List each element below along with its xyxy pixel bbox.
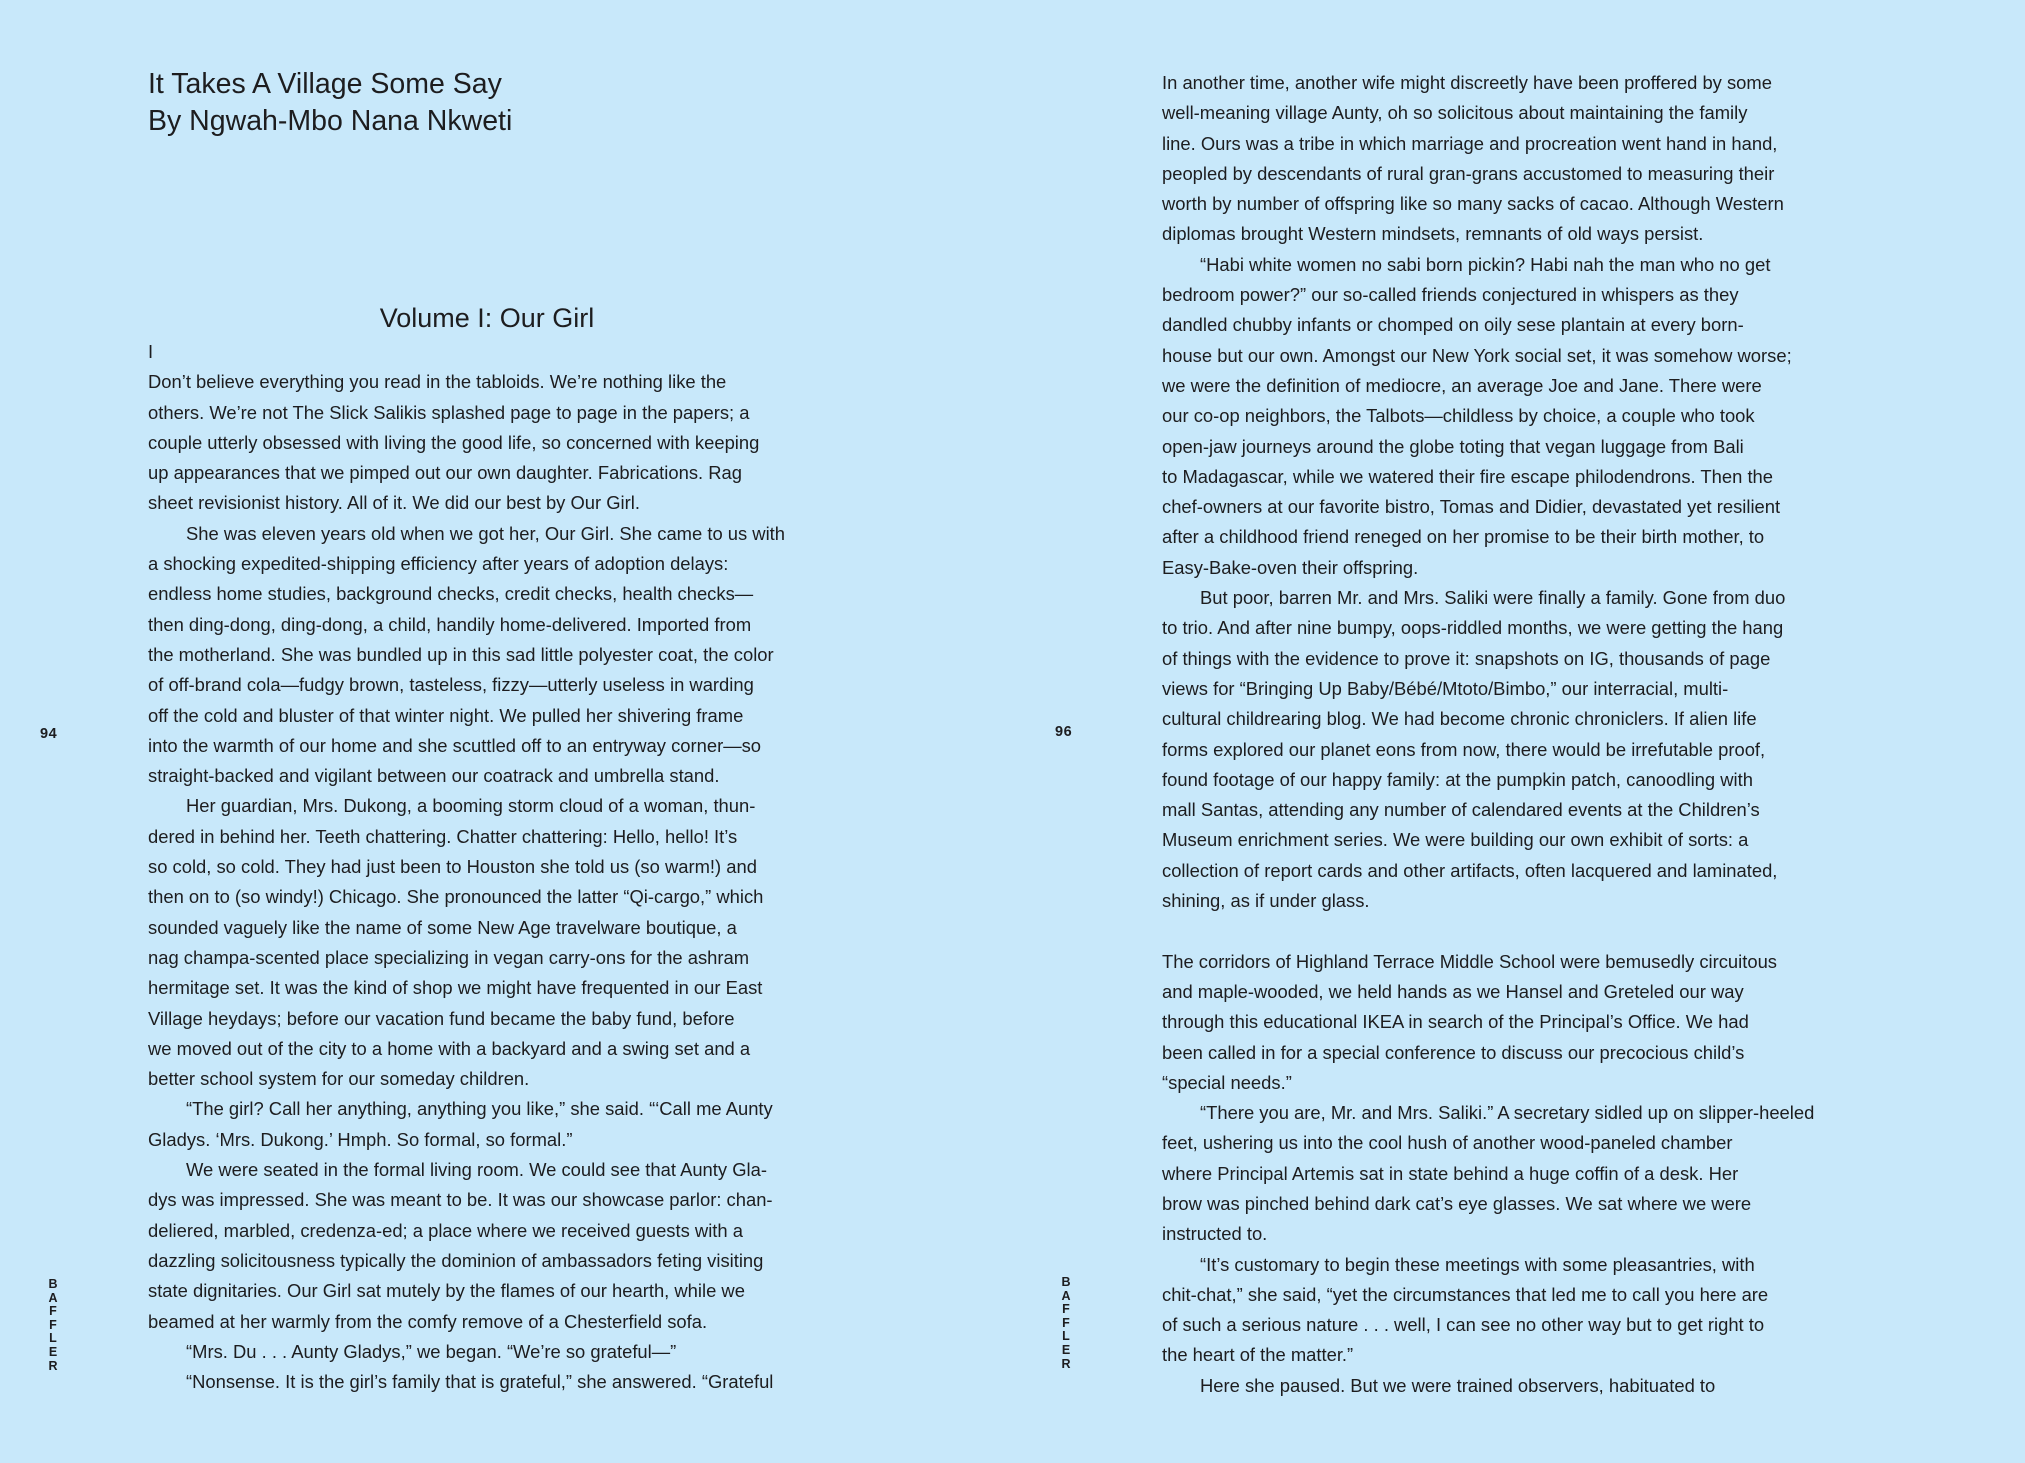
text-line: worth by number of offspring like so many sacks of cacao. Although Western [1162,193,1784,215]
magazine-name: B A F F L E R [1061,1275,1071,1371]
text-line: through this educational IKEA in search of the Principal’s Office. We had [1162,1011,1749,1033]
text-line: Museum enrichment series. We were building our own exhibit of sorts: a [1162,829,1749,851]
right-page [1013,0,2025,1463]
section-break [1162,916,1862,946]
text-line: been called in for a special conference to discuss our precocious child’s [1162,1041,1745,1063]
text-line: we moved out of the city to a home with a backyard and a swing set and a [148,1037,751,1059]
text-line: then on to (so windy!) Chicago. She pronounced the latter “Qi-cargo,” which [148,886,764,908]
text-line: nag champa-scented place specializing in vegan carry-ons for the ashram [148,946,750,968]
text-line: dazzling solicitousness typically the dominion of ambassadors feting visiting [148,1249,764,1271]
text-line: peopled by descendants of rural gran-grans accustomed to measuring their [1162,162,1775,184]
text-line: “Nonsense. It is the girl’s family that is grateful,” she answered. “Grateful [186,1371,774,1393]
text-line: we were the definition of mediocre, an average Joe and Jane. There were [1162,374,1762,396]
left-text-column [148,337,848,1397]
text-line: views for “Bringing Up Baby/Bébé/Mtoto/Bimbo,” our interracial, multi- [1162,677,1729,699]
text-line: and maple-wooded, we held hands as we Hansel and Greteled our way [1162,980,1744,1002]
text-line: sounded vaguely like the name of some New Age travelware boutique, a [148,916,737,938]
text-line: off the cold and bluster of that winter night. We pulled her shivering frame [148,704,744,726]
text-line: open-jaw journeys around the globe toting that vegan luggage from Bali [1162,435,1744,457]
text-line: dys was impressed. She was meant to be. It was our showcase parlor: chan- [148,1189,773,1211]
text-line: to Madagascar, while we watered their fire escape philodendrons. Then the [1162,465,1774,487]
text-line: line. Ours was a tribe in which marriage and procreation went hand in hand, [1162,132,1778,154]
text-line: to trio. And after nine bumpy, oops-riddled months, we were getting the hang [1162,617,1784,639]
text-line: couple utterly obsessed with living the good life, so concerned with keeping [148,431,760,453]
text-line: straight-backed and vigilant between our coatrack and umbrella stand. [148,765,720,787]
title-line: It Takes A Village Some Say [148,68,502,100]
text-line: mall Santas, attending any number of calendared events at the Children’s [1162,799,1760,821]
text-line: deliered, marbled, credenza-ed; a place where we received guests with a [148,1219,743,1241]
text-line: the motherland. She was bundled up in this sad little polyester coat, the color [148,643,774,665]
text-line: of such a serious nature . . . well, I can see no other way but to get right to [1162,1314,1765,1336]
text-line: endless home studies, background checks, credit checks, health checks— [148,583,754,605]
text-line: In another time, another wife might discreetly have been proffered by some [1162,72,1772,93]
text-line: better school system for our someday children. [148,1068,530,1090]
text-line: dered in behind her. Teeth chattering. Chatter chattering: Hello, hello! It’s [148,825,738,847]
text-line: “Habi white women no sabi born pickin? Habi nah the man who no get [1200,253,1771,275]
text-line: dandled chubby infants or chomped on oily sese plantain at every born- [1162,314,1744,336]
text-line: The corridors of Highland Terrace Middle School were bemusedly circuitous [1162,950,1778,972]
text-line: after a childhood friend reneged on her promise to be their birth mother, to [1162,526,1765,548]
text-line: a shocking expedited-shipping efficiency after years of adoption delays: [148,553,729,575]
text-line: She was eleven years old when we got her, Our Girl. She came to us with [186,522,786,544]
text-line: “Mrs. Du . . . Aunty Gladys,” we began. “We’re so grateful—” [186,1340,677,1362]
text-line: We were seated in the formal living room. We could see that Aunty Gla- [186,1159,767,1181]
left-page [0,0,1012,1463]
text-line: diplomas brought Western mindsets, remnants of old ways persist. [1162,223,1704,245]
right-text-column [1162,68,1862,1401]
text-line: found footage of our happy family: at the pumpkin patch, canoodling with [1162,768,1753,790]
text-line: into the warmth of our home and she scuttled off to an entryway corner—so [148,734,762,756]
text-line: shining, as if under glass. [1162,890,1370,912]
text-line: others. We’re not The Slick Salikis splashed page to page in the papers; a [148,401,750,423]
text-line: Her guardian, Mrs. Dukong, a booming storm cloud of a woman, thun- [186,795,756,817]
text-line: bedroom power?” our so-called friends conjectured in whispers as they [1162,284,1739,306]
text-line: “special needs.” [1162,1071,1292,1093]
text-line: cultural childrearing blog. We had become chronic chroniclers. If alien life [1162,708,1757,730]
page-number: 96 [1055,724,1073,740]
text-line: our co-op neighbors, the Talbots—childless by choice, a couple who took [1162,405,1755,427]
text-line: up appearances that we pimped out our own daughter. Fabrications. Rag [148,462,742,484]
text-line: collection of report cards and other artifacts, often lacquered and laminated, [1162,859,1778,881]
text-line: Don’t believe everything you read in the tabloids. We’re nothing like the [148,371,727,393]
text-line: so cold, so cold. They had just been to Houston she told us (so warm!) and [148,856,757,878]
text-line: I [148,341,154,362]
volume-heading: Volume I: Our Girl [379,303,595,333]
magazine-name: B A F F L E R [48,1277,58,1373]
text-line: well-meaning village Aunty, oh so solicitous about maintaining the family [1162,102,1748,124]
text-line: Easy-Bake-oven their offspring. [1162,556,1419,578]
text-line: brow was pinched behind dark cat’s eye glasses. We sat where we were [1162,1192,1752,1214]
text-line: Gladys. ‘Mrs. Dukong.’ Hmph. So formal, so formal.” [148,1128,573,1150]
text-line: hermitage set. It was the kind of shop we might have frequented in our East [148,977,763,999]
text-line: Village heydays; before our vacation fund became the baby fund, before [148,1007,735,1029]
article-title [148,66,848,140]
text-line: “The girl? Call her anything, anything you like,” she said. “‘Call me Aunty [186,1098,773,1120]
text-line: Here she paused. But we were trained observers, habituated to [1200,1374,1716,1396]
text-line: of off-brand cola—fudgy brown, tasteless, fizzy—utterly useless in warding [148,674,754,696]
text-line: house but our own. Amongst our New York social set, it was somehow worse; [1162,344,1792,366]
text-line: But poor, barren Mr. and Mrs. Saliki were finally a family. Gone from duo [1200,587,1786,609]
text-line: chit-chat,” she said, “yet the circumstances that led me to call you here are [1162,1283,1769,1305]
text-line: instructed to. [1162,1223,1268,1245]
text-line: “There you are, Mr. and Mrs. Saliki.” A secretary sidled up on slipper-heeled [1200,1102,1815,1124]
page-number: 94 [40,726,58,742]
text-line: sheet revisionist history. All of it. We did our best by Our Girl. [148,492,640,514]
text-line: state dignitaries. Our Girl sat mutely by the flames of our hearth, while we [148,1280,745,1302]
text-line: of things with the evidence to prove it: snapshots on IG, thousands of page [1162,647,1771,669]
byline: By Ngwah-Mbo Nana Nkweti [148,105,513,137]
text-line: where Principal Artemis sat in state behind a huge coffin of a desk. Her [1162,1162,1739,1184]
text-line: “It’s customary to begin these meetings with some pleasantries, with [1200,1253,1755,1275]
text-line: chef-owners at our favorite bistro, Tomas and Didier, devastated yet resilient [1162,496,1781,518]
text-line: feet, ushering us into the cool hush of another wood-paneled chamber [1162,1132,1733,1154]
text-line: beamed at her warmly from the comfy remove of a Chesterfield sofa. [148,1310,708,1332]
text-line: then ding-dong, ding-dong, a child, handily home-delivered. Imported from [148,613,752,635]
text-line: forms explored our planet eons from now, there would be irrefutable proof, [1162,738,1766,760]
text-line: the heart of the matter.” [1162,1344,1354,1366]
